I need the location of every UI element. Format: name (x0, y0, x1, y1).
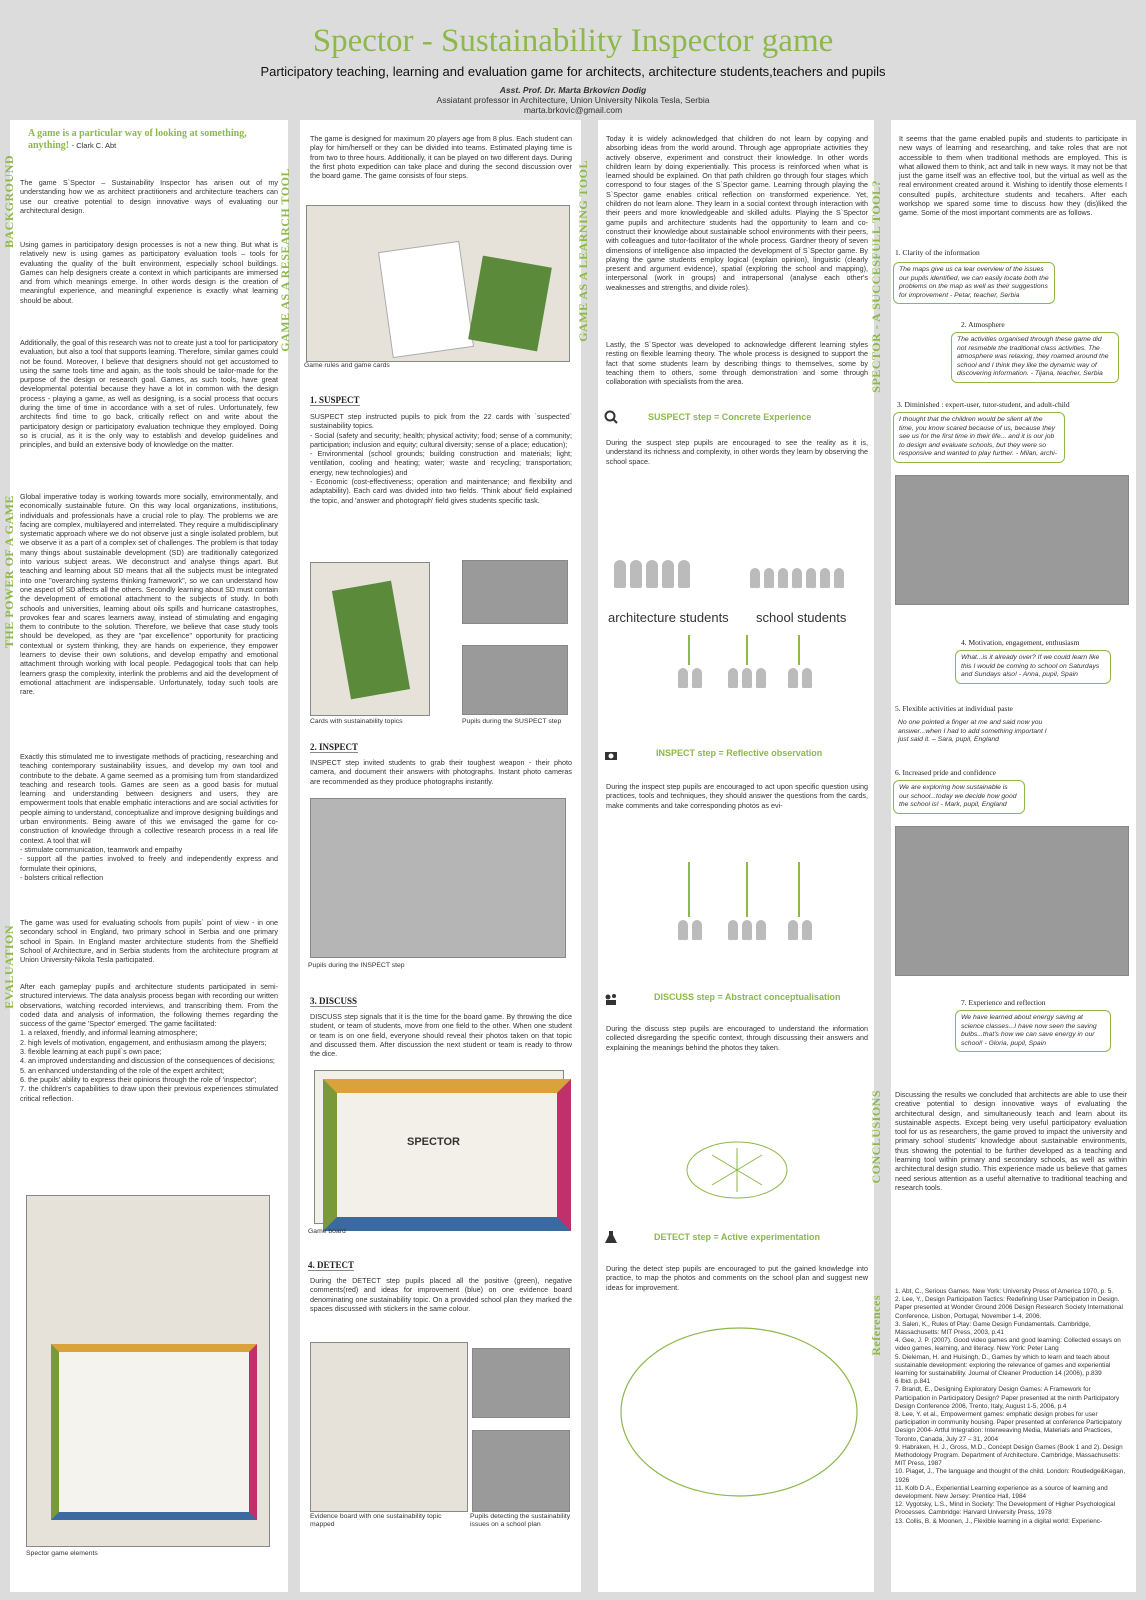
architecture-students-figures (612, 560, 692, 593)
paragraph-success-intro: It seems that the game enabled pupils and students to participate in new ways of learning and researching, and take roles that are not accessible to them when traditional methods are employed. This is what allowed them to think, act and talk in new ways. It may not be that just the game itself was an effective tool, but the virtual as well as the real environment created around it. Wishing to identify those elements I consulted pupils, architecture students and tecahers. After each workshop we spared some time to discuss how they (dis)liked the game. Some of the most important comments are as follows. (899, 134, 1127, 218)
column-2 (278, 120, 581, 1592)
side-label-research-tool: GAME AS A RESEARCH TOOL (278, 168, 292, 352)
paragraph-detect: During the DETECT step pupils placed all the positive (green), negative comments(red) and ideas for improvement (blue) on one evidence board denominating one sustainability topic. On a provided school plan they marked the spaces discussed with stickers in the same colour. (310, 1276, 572, 1313)
paragraph-learning-2: Lastly, the S`Spector was developed to acknowledge different learning styles resting on flexible learning theory. The whole process is designed to support the fact that some students learn by describing things to themselves, some by teaching them to others, some through demonstration and some through collaboration with specialists from the area. (606, 340, 868, 387)
paragraph-background-1: The game S`Spector – Sustainability Inspector has arisen out of my understanding how we as architect practitioners and architecture teachers can use our creative potential to design innovative ways of evaluating our architectural design. (20, 178, 278, 215)
step-detect-text: During the detect step pupils are encouraged to put the gained knowledge into practice, to map the photos and comments on the school plan and suggest new ideas for improvement. (606, 1264, 868, 1292)
flask-icon (604, 1230, 618, 1244)
reference-item: 6 Ibid. p.841 (895, 1378, 931, 1386)
photo-workshop-2 (895, 826, 1129, 976)
team-figures-suspect (676, 668, 814, 693)
board-logo: SPECTOR (407, 1136, 460, 1148)
reference-item: 10. Piaget, J., The language and thought of the child. London: Routledge&Kegan, 1926 (895, 1468, 1126, 1484)
heading-atmosphere: 2. Atmosphere (961, 320, 1005, 329)
paragraph-game-intro: The game is designed for maximum 20 players age from 8 plus. Each student can play for him/herself or they can be divided into teams. Estimated playing time is from two to three hours. Additionally, it can be played on two different days. During the first photo expedition can take place and during the second discussion over the board game. The game consists of four steps. (310, 134, 572, 181)
side-label-conclusions: CONCLUSIONS (869, 1090, 883, 1184)
photo-game-elements (26, 1195, 270, 1547)
camera-icon (604, 748, 618, 762)
arrow-inspect-3 (798, 862, 800, 917)
step-detect-title: DETECT step = Active experimentation (654, 1232, 820, 1242)
heading-diminished: 3. Diminished : expert-user, tutor-student, and adult-child (897, 400, 1070, 409)
arrow-suspect-2 (746, 635, 748, 665)
heading-experience: 7. Experience and reflection (961, 998, 1046, 1007)
paragraph-evaluation-1: The game was used for evaluating schools from pupils` point of view - in one secondary school in England, two primary school in Serbia and one primary school in Spain. In England master architecture students from the Sheffield School of Architecture, and in Serbia students from the architecture program at Union University-Nikola Tesla participated. (20, 918, 278, 965)
paragraph-background-3: Additionally, the goal of this research was not to create just a tool for participatory evaluation, but also a tool that supports learning. Therefore, similar games could not be found. Moreover, I believe that designers should not get accustomed to using the same tools time and again, as the tools should be tailor-made for the purpose of the design or research goal. Games, as such tools, have great developmental potential because they have a lot in common with the design process - playing a game, as well as designing, is a social process that occurs during the time of time in accordance with a set of rules. Unfortunately, few architects find time to go back, critically reflect on and write about the participatory design or participatory evaluation technique they employed. Doing so is crucial, as it is the only way to establish and develop guidelines and principles, and build an extensive body of knowledge on the matter. (20, 338, 278, 450)
poster-title: Spector - Sustainability Inspector game (312, 23, 834, 59)
board-frame-illustration (323, 1079, 571, 1231)
opening-quote-author: - Clark C. Abt (71, 141, 117, 150)
photo-cards-topics (310, 562, 430, 716)
detect-diagram (614, 1320, 864, 1500)
arrow-inspect-1 (688, 862, 690, 917)
photo-suspect-1 (462, 560, 568, 624)
magnifier-icon (604, 410, 618, 424)
paragraph-suspect: SUSPECT step instructed pupils to pick from the 22 cards with `suspected` sustainability topics. - Social (safety and security; health; physical activity; food; sense of a community; participation; inclusion and equity; cultural diversity; sense of a place; education); - Environmental (school grounds; building construction and materials; light; ventilation, cooling and heating; water; waste and recycling; transportation; energy, new technologies) and - Economic (cost-effectiveness; operation and maintenance; and flexibility and adaptability). Each card was divided into two fields. 'Think about' field explained the topic, and 'answer and photograph' field gives students specific task. (310, 412, 572, 505)
caption-cards: Cards with sustainability topics (310, 718, 403, 725)
reference-item: 1. Abt, C., Serious Games. New York: University Press of America 1970, p. 5. (895, 1288, 1114, 1295)
reference-item: 4. Gee, J. P. (2007). Good video games and good learning: Collected essays on video games, learning, and literacy. New York: Peter Lang (895, 1337, 1121, 1353)
board-illustration (51, 1344, 257, 1520)
author-email[interactable]: marta.brkovic@gmail.com (523, 105, 623, 115)
heading-discuss: 3. DISCUSS (310, 996, 358, 1006)
step-inspect-text: During the inspect step pupils are encouraged to act upon specific question using practices, tools and techniques, they should answer the questions from the cards, make comments and take corresponding photos as evi- (606, 782, 868, 810)
photo-game-rules-cards (306, 205, 570, 362)
heading-suspect: 1. SUSPECT (310, 395, 360, 405)
caption-game-board: Game board (308, 1228, 346, 1235)
photo-detect-1 (472, 1348, 570, 1418)
heading-inspect: 2. INSPECT (310, 742, 359, 752)
reference-item: 13. Collis, B. & Moonen, J., Flexible learning in a digital world: Experienc- (895, 1517, 1103, 1525)
rules-card-illustration (378, 241, 474, 358)
step-inspect-title: INSPECT step = Reflective observation (656, 748, 823, 758)
arrow-suspect-3 (798, 635, 800, 665)
reference-item: 11. Kolb D.A., Experiential Learning experience as a source of learning and development. New Jersey: Prentice Hall, 1984 (895, 1484, 1108, 1501)
reference-item: 3. Salen, K., Rules of Play: Game Design Fundamentals. Cambridge, Massachusetts: MIT Press, 2003, p.41 (895, 1320, 1091, 1337)
poster-subtitle: Participatory teaching, learning and evaluation game for architects, architecture students,teachers and pupils (260, 64, 886, 79)
photo-evidence-board (310, 1342, 468, 1512)
heading-flexible: 5. Flexible activities at individual paste (895, 704, 1013, 713)
green-card-illustration (468, 256, 552, 352)
photo-game-board (314, 1070, 564, 1224)
side-label-background: BACKGROUND (2, 155, 16, 249)
paragraph-learning-1: Today it is widely acknowledged that children do not learn by copying and absorbing ideas from the world around. Through age appropriate activities they actively observe, experiment and construct their knowledge. In other words children learn by doing experientially. This process is reinforced when what is learned should be explained. On that path children go through four stages which correspond to four stages of the S`Spector game. Learning through playing the S`Spector game enables critical reflection on transformed experience. Yet, children do not learn alone. They learn in a social context through interaction with their peers and more knowledgeable and skilled adults. Playing the S`Spector game pupils and architecture students had the opportunity to learn and co-construct their knowledge about sustainable school environments with their peers, with colleagues and tutor-facilitator of the whole process. Gardner theory of seven dimensions of intelligence also impacted the development of S`Spector game. By playing the game students employ logical (explain opinion), linguistic (clearly present and argument evidence), spatial (exploring the school and mapping), interpersonal (work in groups) and intrapersonal (analyse each other's weaknesses and strengths, and divide roles). (606, 134, 868, 292)
label-school-students: school students (756, 610, 847, 625)
topic-card-illustration (332, 581, 410, 700)
reference-item: 9. Habraken, H. J., Gross, M.D., Concept Design Games (Book 1 and 2). Design Methodology Program. Department of Architecture. Cambridge, Massachusetts: MIT Press, 1987 (895, 1443, 1123, 1468)
discussion-icon (604, 992, 618, 1006)
caption-game-elements: Spector game elements (26, 1550, 98, 1557)
caption-inspect: Pupils during the INSPECT step (308, 962, 405, 969)
reference-item: 2. Lee, Y., Design Participation Tactics: Redefining User Participation in Design. Paper presented at Wonder Ground 2006 Design Research Society International Conference, Lisbon, Portugal, November 1-4, 2006. (895, 1296, 1123, 1320)
photo-inspect (310, 798, 566, 958)
paragraph-evaluation-2: After each gameplay pupils and architecture students participated in semi-structured interviews. The data analysis process began with recording our written observations, watching recorded interviews, and transcribing them. From the coded data and analysis of information, the following themes regarding the success of the game 'Spector' emerged. The game facilitated: 1. a relaxed, friendly, and informal learning atmosphere; 2. high levels of motivation, engagement, and enthusiasm among the players; 3. flexible learning at each pupil`s own pace; 4. an improved understanding and discussion of the consequences of decisions; 5. an enhanced understanding of the role of the expert architect; 6. the pupils' ability to express their opinions through the role of 'inspector'; 7. the children's capabilities to draw upon their previous experiences stimulated critical reflection. (20, 982, 278, 1103)
quote-motivation: What...is it already over? If we could learn like this I would be coming to school on Saturdays and Sundays also! - Anna, pupil, Spain (955, 650, 1111, 684)
step-discuss-title: DISCUSS step = Abstract conceptualisation (654, 992, 841, 1002)
reference-item: 7. Brandt, E., Designing Exploratory Design Games: A Framework for Participation in Participatory Design? Paper presented at the ninth Participatory Design Conference 2006, Trento, Italy, August 1-5, 2006, p.4 (895, 1386, 1120, 1410)
paragraph-power-of-game: Global imperative today is working towards more socially, environmentally, and economically sustainable future. On this way local organizations, institutions, individuals and professionals have a crucial role to play. The problems we are facing are complex, multilayered and interrelated. They require a multidisciplinary systematic approach where we do not observe just a single isolated problem, but we observe it as a part of a complex set of challenges. The problem is that today many things about sustainable development (SD) are traditionally categorized into various subject areas. We deconstruct and analyse things apart. But teaching and learning about SD means that all the subjects must be integrated into one "overarching systems thinking framework", so we can understand how one aspect of SD affects all the others. Secondly learning about SD must contain the development of emotional attachment to the subjects of study. In both schools and universities, learning about oils spills and hurricane catastrophes, provokes fear and scares learners away, instead of stimulating and engaging them to contribute to the solution. Therefore, we believe that case study tools should be developed, as they are "par excellence" opportunity for practicing contextual or system thinking, they are hands on experience, they empower learners to devise their own solutions, and develop empathy and emotional attachment through working with local people. Pedagogical tools that can help learners grasp the complexity, interlink the problems and aid the development of emotional attachment are indispensable. Unfortunately, today such tools are rare. (20, 492, 278, 697)
poster-header (0, 0, 1146, 118)
heading-pride: 6. Increased pride and confidence (895, 768, 996, 777)
author-name: Asst. Prof. Dr. Marta Brkovicn Dodig (499, 85, 647, 95)
side-label-references: References (869, 1295, 883, 1356)
column-1 (2, 120, 288, 1592)
column-4 (869, 120, 1136, 1592)
side-label-success: SPECTOR - A SUCCESFULL TOOL? (869, 180, 883, 393)
paragraph-discuss: DISCUSS step signals that it is the time for the board game. By throwing the dice student, or team of students, move from one field to the other. When one student or team is on one field, everyone should reveal their photos taken on that topic and discussed them. After discussion the next student or team is ready to throw the dice. (310, 1012, 572, 1059)
arrow-suspect-1 (688, 635, 690, 665)
caption-game-rules: Game rules and game cards (304, 362, 390, 369)
photo-suspect-2 (462, 645, 568, 715)
side-label-learning-tool: GAME AS A LEARNING TOOL (576, 160, 590, 342)
side-label-evaluation: EVALUATION (2, 925, 16, 1009)
paragraph-inspect: INSPECT step invited students to grab their toughest weapon - their photo camera, and document their answers with photographs. Instant photo cameras are recommended as they produce photographs instantly. (310, 758, 572, 786)
quote-clarity: The maps give us ca lear overview of the issues our pupils identified, we can easily locate both the problems on the map as well as their suggestions for improvement - Petar, teacher, Serbia (893, 262, 1055, 304)
team-figures-inspect (676, 920, 814, 945)
reference-item: 8. Lee, Y. et al., Empowerment games: emphatic design probes for user participation in community housing. Paper presented at conference Participatory Design 2004- Artful Integration: Interweaving Media, Materials and Practices, Toronto, Canada, July 27 – 31, 2004 (895, 1411, 1122, 1443)
heading-clarity: 1. Clarity of the information (895, 248, 980, 257)
heading-motivation: 4. Motivation, engagement, enthusiasm (961, 638, 1080, 647)
reference-item: 5. Dieleman, H. and Huisingh, D., Games by which to learn and teach about sustainable development: exploring the relevance of games and experiential learning for sustainability. Journal of Cleaner Production 14 (2006), p.839 (895, 1353, 1111, 1378)
step-suspect-title: SUSPECT step = Concrete Experience (648, 412, 812, 422)
caption-suspect: Pupils during the SUSPECT step (462, 718, 562, 725)
school-students-figures (748, 568, 846, 593)
reference-item: 12. Vygotsky, L.S., Mind in Society: The Development of Higher Psychological Processes. Cambridge: Harvard University Press, 1978 (895, 1501, 1116, 1517)
side-label-power-of-game: THE POWER OF A GAME (2, 495, 16, 649)
caption-detect: Pupils detecting the sustainability issues on a school plan (470, 1513, 571, 1528)
heading-detect: 4. DETECT (308, 1260, 355, 1270)
caption-evidence-board: Evidence board with one sustainability topic mapped (310, 1513, 442, 1528)
step-discuss-text: During the discuss step pupils are encouraged to understand the information collected disregarding the specific context, through discussing their answers and explaining the meanings behind the photos they taken. (606, 1024, 868, 1052)
column-3 (576, 120, 874, 1592)
photo-detect-2 (472, 1430, 570, 1512)
arrow-inspect-2 (746, 862, 748, 917)
references-list (895, 1288, 1127, 1526)
quote-atmosphere: The activities organised through these game did not resmeble the traditional class activities. The atmosphere was relaxing, they roamed around the school and I think they like the dynamic way of discovering information. - Tijana, teacher, Serbia (951, 332, 1119, 383)
quote-diminished: I thought that the children would be silent all the time, you know scared because of us, because they see us for the first time in their life... and it is our job to design and evaluate schools, but they were so responsive and wanted to play further. - Milan, archi- (893, 412, 1065, 463)
opening-quote (28, 128, 278, 152)
label-architecture-students: architecture students (608, 610, 729, 625)
author-affiliation: Assiatant professor in Architecture, Union University Nikola Tesla, Serbia (436, 95, 710, 105)
quote-flexible: No one pointed a finger at me and said now you answer...when I had to add something important I just said it. – Sara, pupil, England (893, 716, 1063, 748)
step-suspect-text: During the suspect step pupils are encouraged to see the reality as it is, understand its richness and complexity, in other words they learn by observing the school space. (606, 438, 868, 466)
paragraph-game-promise: Exactly this stimulated me to investigate methods of practicing, researching and teaching contemporary sustainability issues, and develop my own tool and contribute to the debate. A game seemed as a promising turn from standardized teaching and research tools. Games are seen as a good basis for mutual learning and understanding between designers and users, they are empowerment tools that enable emphatic interactions and are social activities for people aiming to understand, conceptualize and improve designing buildings and urban environments. Being aware of this we envisaged the game for co-construction of knowledge through a collective research process in a real life context. A tool that will - stimulate communication, teamwork and empathy - support all the parties involved to freely and independently express and formulate their opinions, - bolsters critical reflection (20, 752, 278, 882)
quote-experience: We have learned about energy saving at science classes...I have now seen the saving bulbs...that's how we can save energy in our school! - Gloria, pupil, Spain (955, 1010, 1111, 1052)
photo-workshop-1 (895, 475, 1129, 605)
opening-quote-text: A game is a particular way of looking at something, anything! (28, 128, 247, 151)
paragraph-background-2: Using games in participatory design processes is not a new thing. But what is relatively new is using games as participatory evaluation tools – tools for evaluating the quality of the built environment, especially school buildings. Games can help designers create a context in which participants are immersed and from which meanings emerge. In other words design is the creation of meaningful experience, and meaningful experience is exactly what learning should be about. (20, 240, 278, 305)
quote-pride: We are exploring how sustainable is our school...today we decide how good the school is! - Mark, pupil, England (893, 780, 1025, 814)
paragraph-conclusion: Discussing the results we concluded that architects are able to use their creative potential to design innovative ways of evaluating the architectural design, and simultaneously teach and learn about its sustainable aspects. Except being very useful participatory evaluation tool for us as researchers, the game proved to impact the university and primary school students' knowledge about sustainable environments, thus showing the potential to be further developed as a teaching and learning tool within primary and secondary schools, as well as within architectural design studio. This experience made us believe that games need serious attention as a useful alternative to traditional teaching and research tools. (895, 1090, 1127, 1192)
